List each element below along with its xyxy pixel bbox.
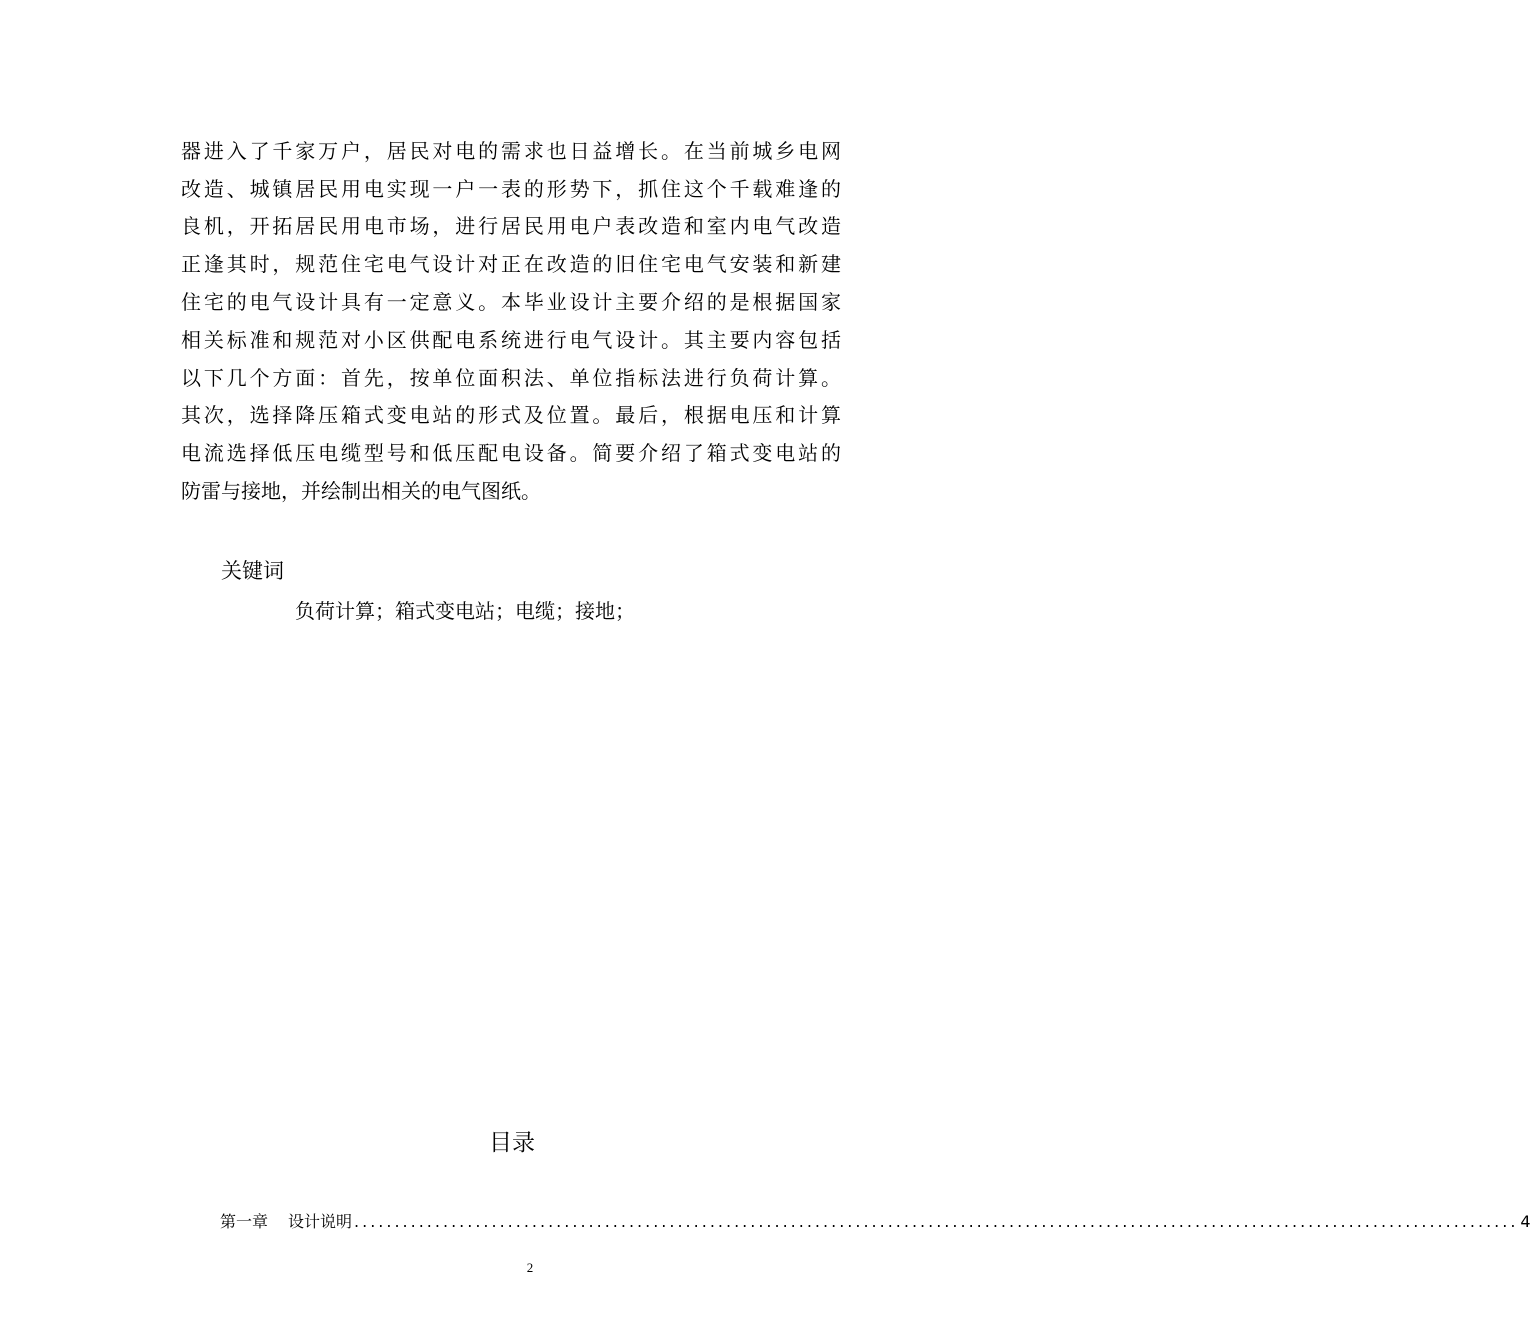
toc-leader-dots: ................................................................................................................................................ (354, 1212, 1519, 1231)
keywords-text: 负荷计算；箱式变电站；电缆；接地； (295, 599, 635, 623)
abstract-line: 正逢其时，规范住宅电气设计对正在改造的旧住宅电气安装和新建 (181, 252, 841, 276)
abstract-line: 电流选择低压电缆型号和低压配电设备。简要介绍了箱式变电站的 (181, 441, 841, 465)
toc-entry-title: 设计说明 (288, 1212, 353, 1231)
abstract-line: 改造、城镇居民用电实现一户一表的形势下，抓住这个千载难逢的 (181, 177, 841, 201)
abstract-line: 其次，选择降压箱式变电站的形式及位置。最后，根据电压和计算 (181, 403, 841, 427)
toc-page-number: 4 (1520, 1212, 1531, 1231)
abstract-line: 以下几个方面：首先，按单位面积法、单位指标法进行负荷计算。 (181, 366, 841, 390)
page-number: 2 (526, 1260, 534, 1275)
abstract-line: 防雷与接地，并绘制出相关的电气图纸。 (181, 479, 541, 503)
abstract-line: 良机，开拓居民用电市场，进行居民用电户表改造和室内电气改造 (181, 214, 841, 238)
abstract-line: 住宅的电气设计具有一定意义。本毕业设计主要介绍的是根据国家 (181, 290, 841, 314)
abstract-line: 器进入了千家万户，居民对电的需求也日益增长。在当前城乡电网 (181, 139, 841, 163)
abstract-line: 相关标准和规范对小区供配电系统进行电气设计。其主要内容包括 (181, 328, 841, 352)
toc-chapter-label: 第一章 (220, 1212, 269, 1231)
toc-entry[interactable] (220, 1210, 1531, 1234)
toc-title: 目录 (489, 1130, 535, 1156)
keywords-heading: 关键词 (221, 559, 284, 583)
